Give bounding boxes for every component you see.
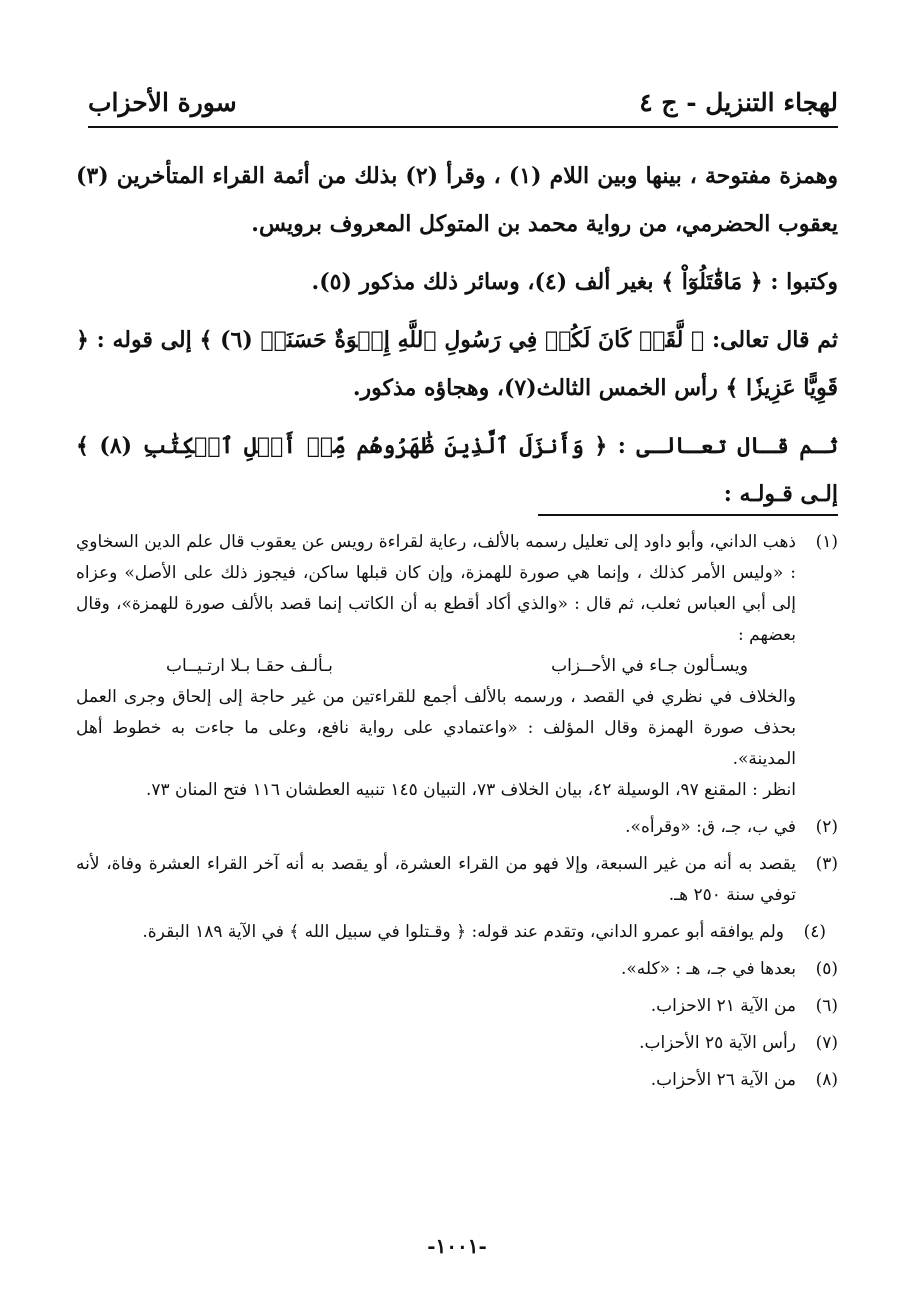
verse-hemistich-right: ويسـألون جـاء في الأحــزاب: [551, 656, 748, 676]
poem-verse: [76, 651, 796, 682]
book-title: لهجاء التنزيل - ج ٤: [639, 88, 838, 117]
footnote-8: [76, 1065, 838, 1096]
paragraph-2: وكتبوا : ﴿ مَاقَٰتَلُوٓاْ ﴾ بغير ألف (٤)، وسائر ذلك مذكور (٥).: [311, 269, 838, 295]
footnote-number: (٤): [803, 922, 826, 942]
footnote-number: (١): [815, 532, 838, 552]
footnote-5: [76, 954, 838, 985]
footnote-text: بعدها في جـ، هـ : «كله».: [620, 959, 796, 979]
footnote-1: [76, 527, 838, 806]
footnote-2: [76, 812, 838, 843]
footnote-number: (٧): [815, 1033, 838, 1053]
paragraph-3: ثم قال تعالى: ﴿ لَّقَدۡ كَانَ لَكُمۡ فِي رَسُولِ ٱللَّهِ إِسۡوَةٌ حَسَنَةٞ (٦) ﴾ إلى قوله : ﴿ قَوِيًّا عَزِيزٗا ﴾ رأس الخمس الثالث(٧)، وهجاؤه مذكور.: [76, 327, 839, 401]
footnote-number: (٥): [815, 959, 838, 979]
footnote-6: [76, 991, 838, 1022]
footnote-number: (٢): [815, 817, 838, 837]
running-header: [88, 86, 838, 128]
surah-title: سورة الأحزاب: [88, 88, 237, 117]
footnote-text: في ب، جـ، ق: «وقرأه».: [625, 817, 796, 837]
footnote-number: (٨): [815, 1070, 838, 1090]
verse-hemistich-left: بـألـف حقـا بـلا ارتـيــاب: [166, 656, 333, 676]
footnote-text: من الآية ٢١ الاحزاب.: [650, 996, 796, 1016]
footnote-text: من الآية ٢٦ الأحزاب.: [650, 1070, 796, 1090]
main-text: [76, 152, 838, 528]
footnote-text: ولم يوافقه أبو عمرو الداني، وتقدم عند قوله: ﴿ وقـتلوا في سبيل الله ﴾ في الآية ١٨٩ البقرة.: [142, 922, 784, 942]
footnote-references: انظر : المقنع ٩٧، الوسيلة ٤٢، بيان الخلاف ٧٣، التبيان ١٤٥ تنبيه العطشان ١١٦ فتح المنان ٧٣.: [145, 780, 796, 800]
footnotes: [76, 527, 838, 1102]
footnote-text: ذهب الداني، وأبو داود إلى تعليل رسمه بالألف، رعاية لقراءة رويس عن يعقوب قال علم الدين السخاوي : «وليس الأمر كذلك ، وإنما هي صورة للهمزة، وإن كان قبلها ساكن، فيجوز ذلك على الأصل» وعزاه إلى أبي العباس ثعلب، ثم قال : «والذي أكاد أقطع به أن الكاتب إنما قصد بالألف صورة للهمزة»، وقال بعضهم :: [76, 532, 796, 645]
footnote-7: [76, 1028, 838, 1059]
footnote-number: (٣): [815, 854, 838, 874]
page-number: -١٠٠١-: [427, 1234, 487, 1258]
footnote-separator: [538, 514, 838, 516]
paragraph-1: وهمزة مفتوحة ، بينها وبين اللام (١) ، وقرأ (٢) بذلك من أئمة القراء المتأخرين (٣) يعقوب الحضرمي، من رواية محمد بن المتوكل المعروف برويس.: [76, 163, 839, 237]
footnote-text: والخلاف في نظري في القصد ، ورسمه بالألف أجمع للقراءتين من غير حاجة إلى إلحاق وجرى العمل بحذف صورة الهمزة وقال المؤلف : «واعتمادي على رواية نافع، وعلى ما جاءت به خطوط أهل المدينة».: [76, 687, 796, 769]
footnote-text: رأس الآية ٢٥ الأحزاب.: [639, 1033, 796, 1053]
paragraph-4: ثـم قـال تعـالـى : ﴿ وَأَنزَلَ ٱلَّذِينَ ظَٰهَرُوهُم مِّنۡ أَهۡلِ ٱلۡكِتَٰبِ (٨) ﴾ إلـى قـولـه :: [76, 433, 838, 507]
footnote-number: (٦): [815, 996, 838, 1016]
footnote-3: [76, 849, 838, 911]
footnote-4: [76, 917, 826, 948]
footnote-text: يقصد به أنه من غير السبعة، وإلا فهو من القراء العشرة، أو يقصد به أنه آخر القراء العشرة وفاة، لأنه توفي سنة ٢٥٠ هـ.: [76, 854, 796, 905]
